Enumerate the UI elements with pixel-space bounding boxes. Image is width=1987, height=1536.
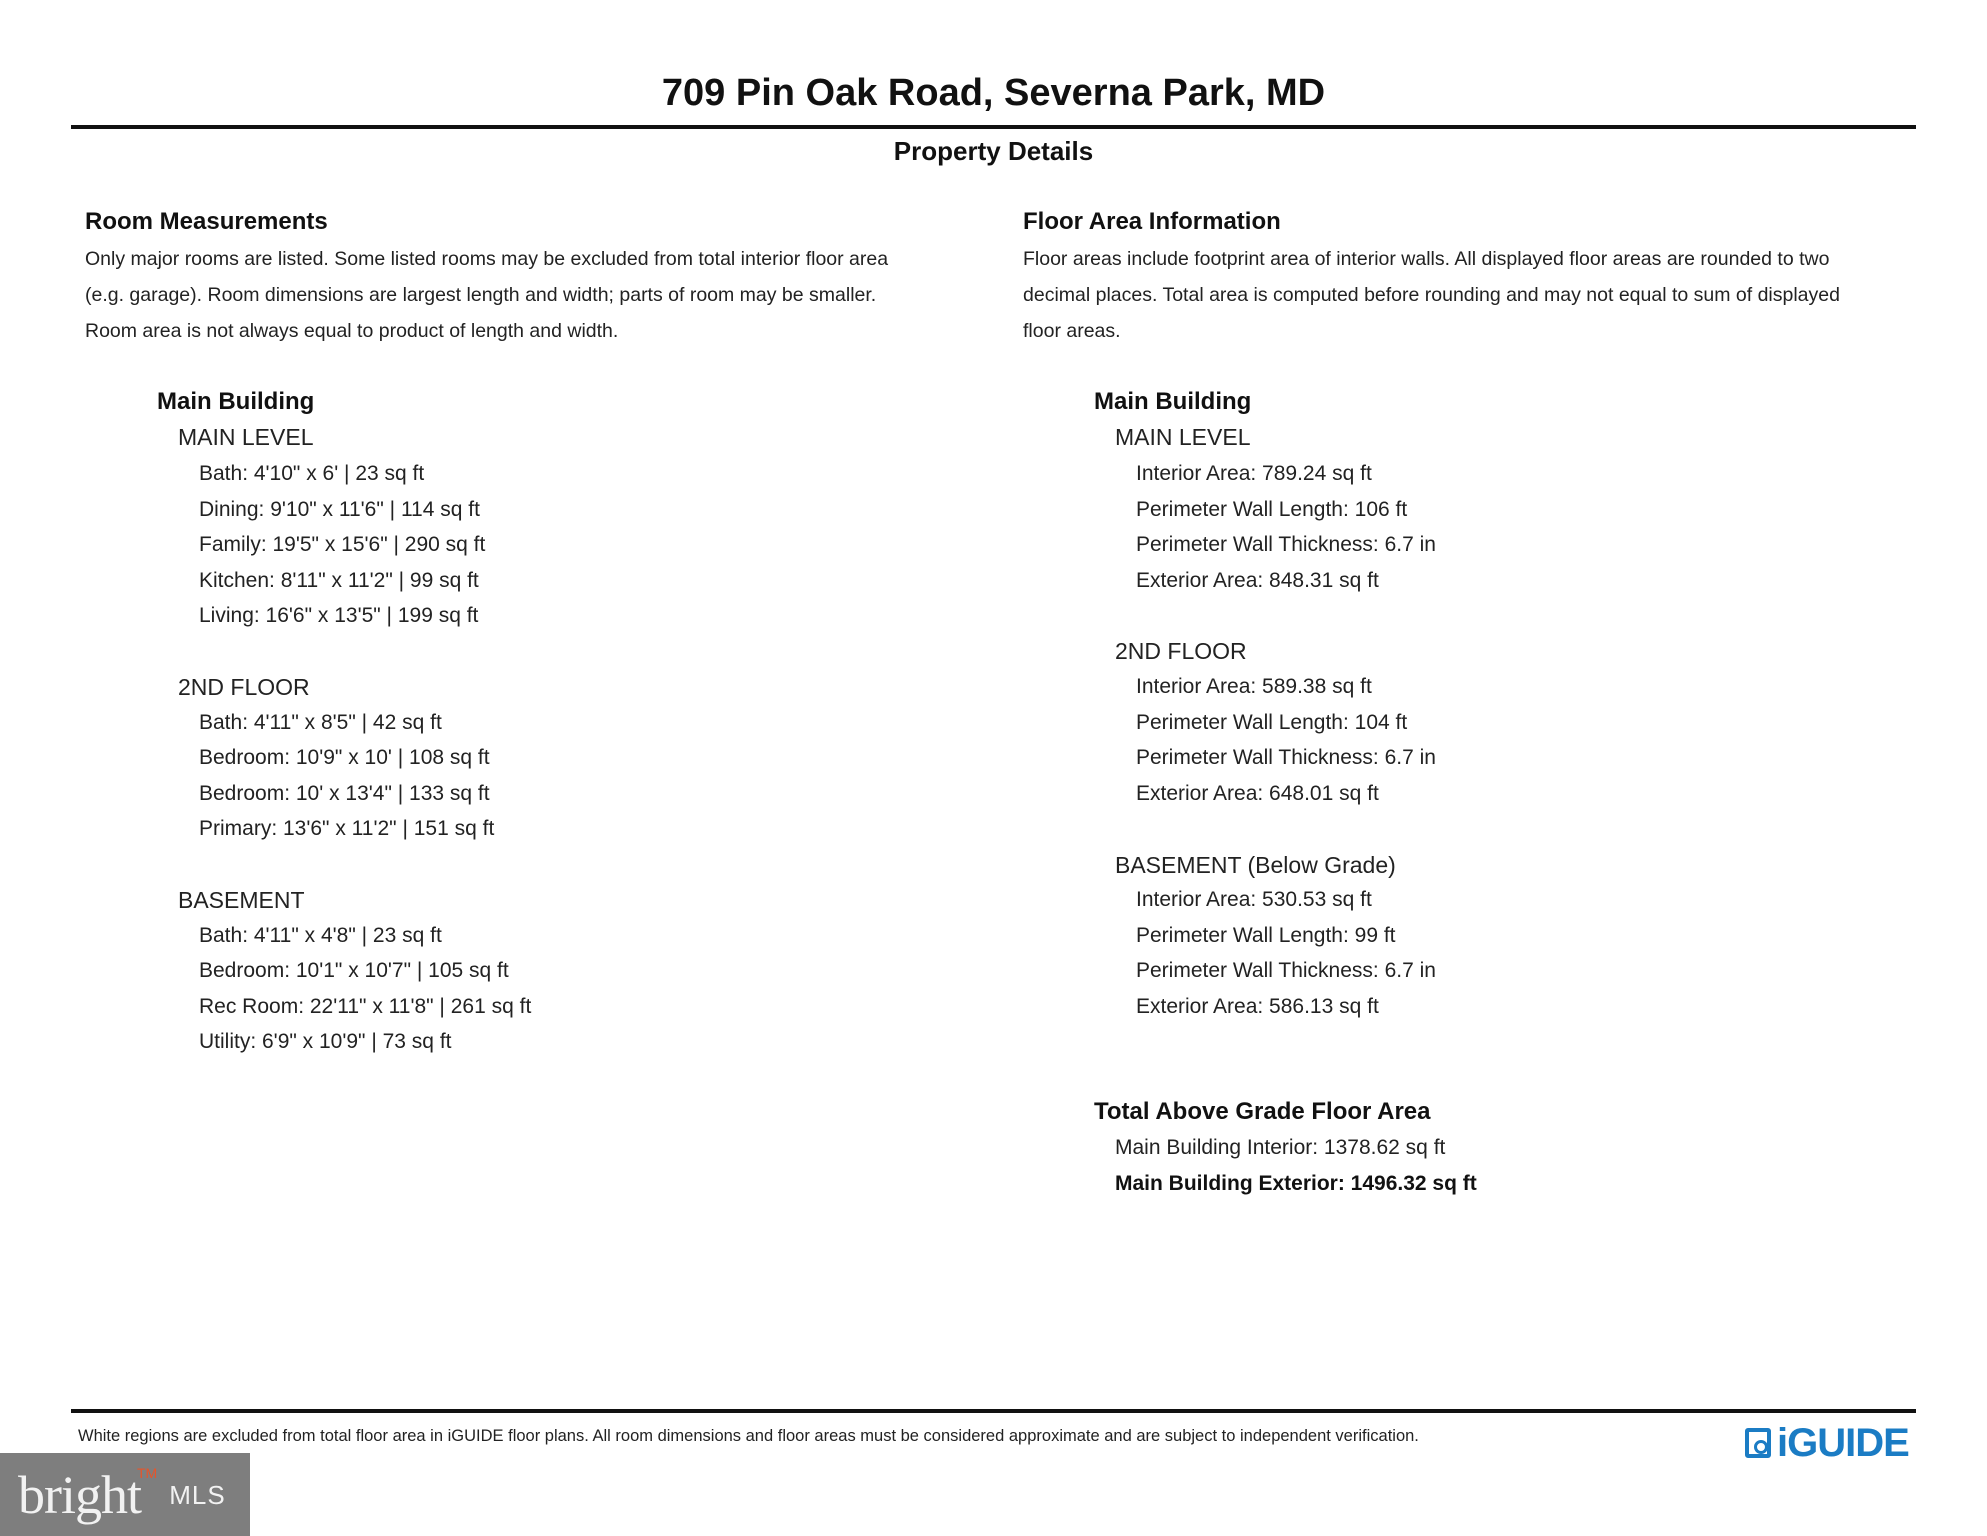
area-row: Perimeter Wall Length: 104 ft bbox=[1136, 711, 1408, 734]
floor-area-desc-line-3: floor areas. bbox=[1023, 320, 1121, 342]
iguide-mark-icon bbox=[1745, 1428, 1771, 1458]
room-measurements-desc-line-3: Room area is not always equal to product of length and width. bbox=[85, 320, 619, 342]
total-exterior-row: Main Building Exterior: 1496.32 sq ft bbox=[1115, 1172, 1477, 1195]
bright-tm-mark: TM bbox=[137, 1464, 158, 1481]
bright-mls-logo bbox=[0, 1453, 250, 1536]
area-row: Perimeter Wall Thickness: 6.7 in bbox=[1136, 533, 1436, 556]
room-row: Bedroom: 10'9" x 10' | 108 sq ft bbox=[199, 746, 490, 769]
iguide-logo bbox=[1745, 1420, 1909, 1466]
area-row: Interior Area: 530.53 sq ft bbox=[1136, 888, 1372, 911]
area-row: Exterior Area: 648.01 sq ft bbox=[1136, 782, 1379, 805]
room-level-main: MAIN LEVEL bbox=[178, 424, 314, 450]
room-row: Utility: 6'9" x 10'9" | 73 sq ft bbox=[199, 1030, 452, 1053]
room-row: Bedroom: 10' x 13'4" | 133 sq ft bbox=[199, 782, 490, 805]
area-level-basement: BASEMENT (Below Grade) bbox=[1115, 852, 1396, 878]
area-level-2nd-floor: 2ND FLOOR bbox=[1115, 638, 1247, 664]
area-row: Perimeter Wall Length: 99 ft bbox=[1136, 924, 1396, 947]
page-title: 709 Pin Oak Road, Severna Park, MD bbox=[661, 72, 1326, 114]
floor-area-desc-line-2: decimal places. Total area is computed before rounding and may not equal to sum of displayed bbox=[1023, 284, 1840, 306]
area-row: Perimeter Wall Thickness: 6.7 in bbox=[1136, 746, 1436, 769]
area-row: Exterior Area: 848.31 sq ft bbox=[1136, 569, 1379, 592]
room-row: Kitchen: 8'11" x 11'2" | 99 sq ft bbox=[199, 569, 479, 592]
total-area-heading: Total Above Grade Floor Area bbox=[1094, 1098, 1431, 1125]
room-row: Family: 19'5" x 15'6" | 290 sq ft bbox=[199, 533, 486, 556]
area-row: Interior Area: 789.24 sq ft bbox=[1136, 462, 1372, 485]
area-level-main: MAIN LEVEL bbox=[1115, 424, 1251, 450]
room-row: Bath: 4'11" x 4'8" | 23 sq ft bbox=[199, 924, 442, 947]
bright-logo-text: bright bbox=[18, 1464, 141, 1525]
area-row: Perimeter Wall Thickness: 6.7 in bbox=[1136, 959, 1436, 982]
page-subtitle: Property Details bbox=[893, 136, 1094, 166]
area-building-heading: Main Building bbox=[1094, 388, 1252, 415]
header-divider bbox=[71, 125, 1916, 129]
footer-disclaimer: White regions are excluded from total floor area in iGUIDE floor plans. All room dimensions and floor areas must be considered approximate and are subject to independent verification. bbox=[78, 1427, 1419, 1445]
area-row: Exterior Area: 586.13 sq ft bbox=[1136, 995, 1379, 1018]
area-row: Perimeter Wall Length: 106 ft bbox=[1136, 498, 1408, 521]
floor-area-desc-line-1: Floor areas include footprint area of interior walls. All displayed floor areas are rounded to two bbox=[1023, 248, 1830, 270]
room-measurements-heading: Room Measurements bbox=[85, 208, 328, 235]
iguide-logo-text: iGUIDE bbox=[1777, 1421, 1909, 1465]
room-measurements-desc-line-2: (e.g. garage). Room dimensions are largest length and width; parts of room may be smaller. bbox=[85, 284, 877, 306]
room-row: Bath: 4'10" x 6' | 23 sq ft bbox=[199, 462, 425, 485]
total-interior-row: Main Building Interior: 1378.62 sq ft bbox=[1115, 1136, 1446, 1159]
room-level-basement: BASEMENT bbox=[178, 887, 305, 913]
room-row: Dining: 9'10" x 11'6" | 114 sq ft bbox=[199, 498, 480, 521]
footer-divider bbox=[71, 1409, 1916, 1413]
area-row: Interior Area: 589.38 sq ft bbox=[1136, 675, 1372, 698]
room-measurements-desc-line-1: Only major rooms are listed. Some listed rooms may be excluded from total interior floor area bbox=[85, 248, 889, 270]
room-row: Primary: 13'6" x 11'2" | 151 sq ft bbox=[199, 817, 495, 840]
bright-mls-text: MLS bbox=[169, 1479, 226, 1510]
room-row: Bath: 4'11" x 8'5" | 42 sq ft bbox=[199, 711, 442, 734]
room-row: Bedroom: 10'1" x 10'7" | 105 sq ft bbox=[199, 959, 509, 982]
room-row: Living: 16'6" x 13'5" | 199 sq ft bbox=[199, 604, 479, 627]
room-row: Rec Room: 22'11" x 11'8" | 261 sq ft bbox=[199, 995, 532, 1018]
floor-area-heading: Floor Area Information bbox=[1023, 208, 1281, 235]
room-level-2nd-floor: 2ND FLOOR bbox=[178, 674, 310, 700]
room-building-heading: Main Building bbox=[157, 388, 315, 415]
